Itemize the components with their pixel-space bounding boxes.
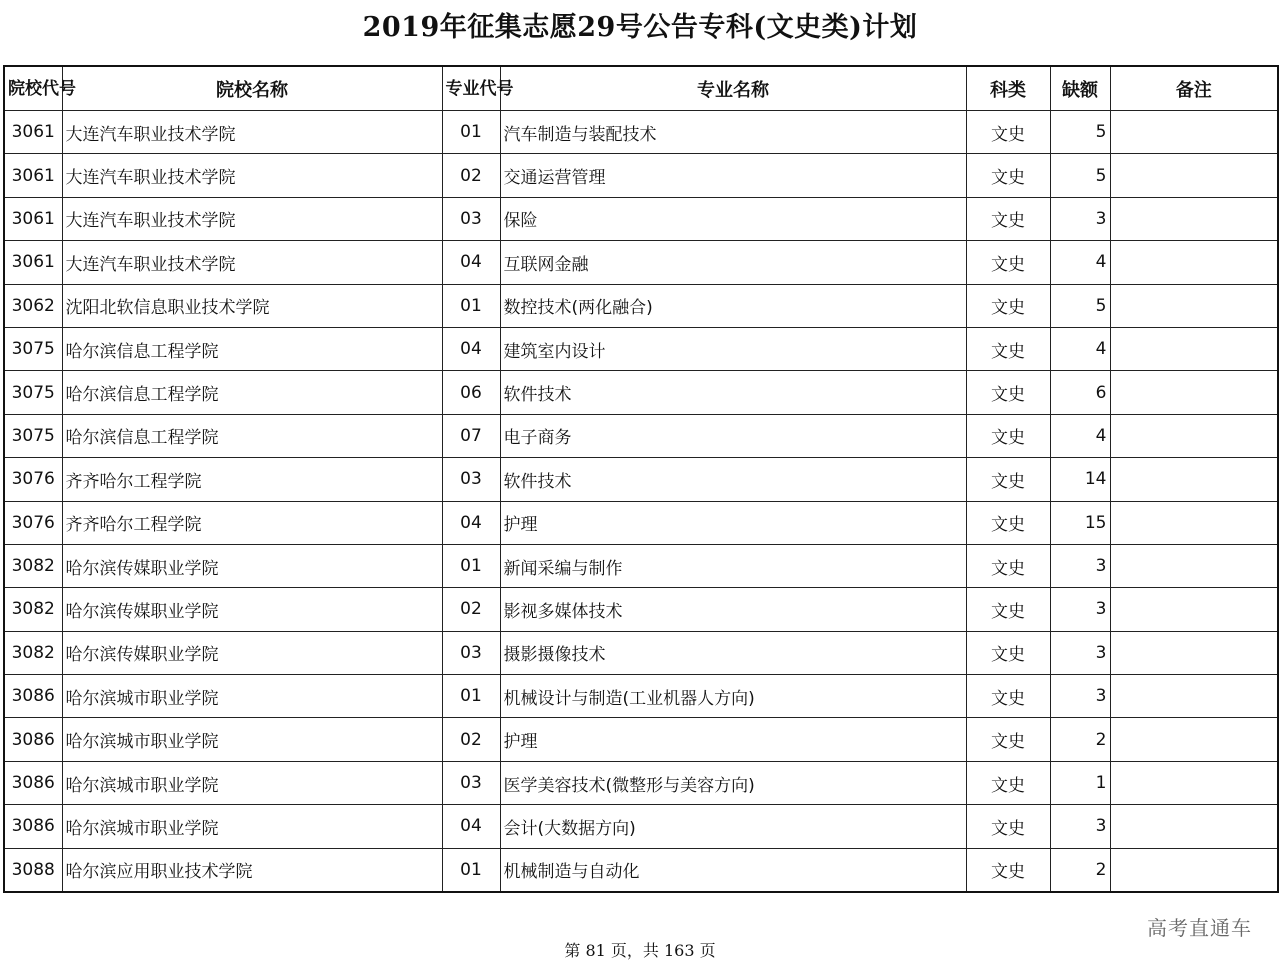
cell-category: 文史	[966, 588, 1050, 631]
plan-table	[3, 65, 1279, 893]
cell-school-name: 哈尔滨传媒职业学院	[62, 588, 442, 631]
cell-remark	[1110, 414, 1278, 457]
cell-major-name: 护理	[500, 501, 966, 544]
cell-school-name: 哈尔滨城市职业学院	[62, 718, 442, 761]
cell-category: 文史	[966, 241, 1050, 284]
cell-school-name: 哈尔滨信息工程学院	[62, 327, 442, 370]
cell-remark	[1110, 241, 1278, 284]
cell-major-name: 保险	[500, 197, 966, 240]
cell-category: 文史	[966, 458, 1050, 501]
cell-school-code: 3075	[4, 327, 62, 370]
cell-school-code: 3061	[4, 111, 62, 154]
cell-category: 文史	[966, 111, 1050, 154]
cell-vacancy: 6	[1050, 371, 1110, 414]
header-major-code: 专业代号	[442, 66, 500, 111]
cell-vacancy: 4	[1050, 327, 1110, 370]
cell-major-name: 机械制造与自动化	[500, 848, 966, 892]
table-row	[4, 327, 1278, 370]
cell-vacancy: 3	[1050, 544, 1110, 587]
table-row	[4, 501, 1278, 544]
cell-major-name: 数控技术(两化融合)	[500, 284, 966, 327]
table-row	[4, 544, 1278, 587]
table-row	[4, 284, 1278, 327]
table-body	[4, 111, 1278, 893]
cell-vacancy: 3	[1050, 675, 1110, 718]
cell-major-code: 02	[442, 718, 500, 761]
cell-school-name: 哈尔滨信息工程学院	[62, 414, 442, 457]
cell-school-code: 3082	[4, 544, 62, 587]
table-row	[4, 675, 1278, 718]
cell-category: 文史	[966, 371, 1050, 414]
cell-remark	[1110, 327, 1278, 370]
cell-major-code: 01	[442, 544, 500, 587]
cell-major-name: 汽车制造与装配技术	[500, 111, 966, 154]
cell-school-name: 哈尔滨传媒职业学院	[62, 631, 442, 674]
cell-category: 文史	[966, 154, 1050, 197]
cell-major-code: 02	[442, 154, 500, 197]
table-row	[4, 588, 1278, 631]
cell-major-code: 03	[442, 197, 500, 240]
cell-remark	[1110, 588, 1278, 631]
cell-major-code: 04	[442, 241, 500, 284]
cell-major-name: 护理	[500, 718, 966, 761]
cell-major-code: 03	[442, 458, 500, 501]
cell-vacancy: 14	[1050, 458, 1110, 501]
cell-category: 文史	[966, 631, 1050, 674]
cell-school-name: 大连汽车职业技术学院	[62, 241, 442, 284]
cell-category: 文史	[966, 761, 1050, 804]
cell-remark	[1110, 371, 1278, 414]
cell-category: 文史	[966, 544, 1050, 587]
cell-major-code: 06	[442, 371, 500, 414]
cell-major-name: 软件技术	[500, 371, 966, 414]
cell-remark	[1110, 631, 1278, 674]
cell-school-code: 3062	[4, 284, 62, 327]
table-row	[4, 414, 1278, 457]
cell-vacancy: 2	[1050, 718, 1110, 761]
cell-major-name: 摄影摄像技术	[500, 631, 966, 674]
cell-category: 文史	[966, 501, 1050, 544]
table-row	[4, 848, 1278, 892]
cell-school-code: 3086	[4, 675, 62, 718]
cell-school-name: 哈尔滨城市职业学院	[62, 761, 442, 804]
header-category: 科类	[966, 66, 1050, 111]
cell-remark	[1110, 501, 1278, 544]
cell-major-code: 03	[442, 631, 500, 674]
cell-school-name: 哈尔滨城市职业学院	[62, 805, 442, 848]
cell-school-code: 3075	[4, 414, 62, 457]
cell-school-name: 哈尔滨应用职业技术学院	[62, 848, 442, 892]
cell-category: 文史	[966, 675, 1050, 718]
page-footer: 第 81 页，共 163 页	[564, 941, 716, 960]
cell-remark	[1110, 154, 1278, 197]
table-row	[4, 631, 1278, 674]
cell-major-name: 会计(大数据方向)	[500, 805, 966, 848]
table-row	[4, 241, 1278, 284]
header-remark: 备注	[1110, 66, 1278, 111]
cell-school-name: 齐齐哈尔工程学院	[62, 501, 442, 544]
table-header	[4, 66, 1278, 111]
cell-major-name: 医学美容技术(微整形与美容方向)	[500, 761, 966, 804]
cell-school-code: 3061	[4, 241, 62, 284]
cell-vacancy: 4	[1050, 241, 1110, 284]
cell-category: 文史	[966, 197, 1050, 240]
header-vacancy: 缺额	[1050, 66, 1110, 111]
cell-school-code: 3082	[4, 631, 62, 674]
table-row	[4, 111, 1278, 154]
cell-school-code: 3088	[4, 848, 62, 892]
header-school-name: 院校名称	[62, 66, 442, 111]
header-school-code: 院校代号	[4, 66, 62, 111]
cell-major-code: 04	[442, 501, 500, 544]
cell-major-code: 02	[442, 588, 500, 631]
cell-major-code: 07	[442, 414, 500, 457]
cell-category: 文史	[966, 718, 1050, 761]
header-row	[4, 66, 1278, 111]
cell-major-code: 01	[442, 848, 500, 892]
cell-school-name: 大连汽车职业技术学院	[62, 111, 442, 154]
cell-remark	[1110, 675, 1278, 718]
cell-major-name: 影视多媒体技术	[500, 588, 966, 631]
cell-major-name: 电子商务	[500, 414, 966, 457]
cell-category: 文史	[966, 848, 1050, 892]
cell-school-name: 大连汽车职业技术学院	[62, 154, 442, 197]
cell-school-code: 3086	[4, 718, 62, 761]
cell-major-name: 软件技术	[500, 458, 966, 501]
cell-category: 文史	[966, 414, 1050, 457]
cell-school-name: 沈阳北软信息职业技术学院	[62, 284, 442, 327]
cell-school-code: 3086	[4, 805, 62, 848]
cell-major-name: 新闻采编与制作	[500, 544, 966, 587]
page-title: 2019年征集志愿29号公告专科(文史类)计划	[362, 12, 918, 43]
cell-remark	[1110, 718, 1278, 761]
header-major-name: 专业名称	[500, 66, 966, 111]
table-row	[4, 805, 1278, 848]
cell-remark	[1110, 544, 1278, 587]
cell-vacancy: 2	[1050, 848, 1110, 892]
table-row	[4, 718, 1278, 761]
cell-remark	[1110, 458, 1278, 501]
table-row	[4, 371, 1278, 414]
cell-major-code: 03	[442, 761, 500, 804]
cell-major-name: 建筑室内设计	[500, 327, 966, 370]
cell-major-code: 01	[442, 111, 500, 154]
cell-category: 文史	[966, 805, 1050, 848]
cell-school-code: 3086	[4, 761, 62, 804]
cell-major-code: 04	[442, 805, 500, 848]
cell-remark	[1110, 197, 1278, 240]
cell-major-code: 01	[442, 675, 500, 718]
table-row	[4, 197, 1278, 240]
cell-category: 文史	[966, 327, 1050, 370]
cell-remark	[1110, 805, 1278, 848]
cell-school-code: 3075	[4, 371, 62, 414]
cell-major-code: 04	[442, 327, 500, 370]
cell-vacancy: 15	[1050, 501, 1110, 544]
cell-school-name: 哈尔滨传媒职业学院	[62, 544, 442, 587]
table-row	[4, 154, 1278, 197]
cell-vacancy: 5	[1050, 111, 1110, 154]
cell-school-name: 大连汽车职业技术学院	[62, 197, 442, 240]
cell-vacancy: 5	[1050, 284, 1110, 327]
table-row	[4, 761, 1278, 804]
watermark: 高考直通车	[1147, 916, 1252, 940]
cell-vacancy: 4	[1050, 414, 1110, 457]
cell-remark	[1110, 848, 1278, 892]
cell-vacancy: 5	[1050, 154, 1110, 197]
cell-major-name: 互联网金融	[500, 241, 966, 284]
cell-vacancy: 3	[1050, 197, 1110, 240]
cell-vacancy: 1	[1050, 761, 1110, 804]
cell-remark	[1110, 111, 1278, 154]
cell-remark	[1110, 284, 1278, 327]
cell-major-name: 交通运营管理	[500, 154, 966, 197]
cell-vacancy: 3	[1050, 631, 1110, 674]
cell-category: 文史	[966, 284, 1050, 327]
table-row	[4, 458, 1278, 501]
cell-school-code: 3082	[4, 588, 62, 631]
cell-remark	[1110, 761, 1278, 804]
cell-school-name: 哈尔滨城市职业学院	[62, 675, 442, 718]
cell-school-code: 3076	[4, 501, 62, 544]
cell-major-code: 01	[442, 284, 500, 327]
cell-major-name: 机械设计与制造(工业机器人方向)	[500, 675, 966, 718]
cell-vacancy: 3	[1050, 588, 1110, 631]
cell-school-code: 3076	[4, 458, 62, 501]
cell-school-code: 3061	[4, 197, 62, 240]
cell-vacancy: 3	[1050, 805, 1110, 848]
cell-school-name: 哈尔滨信息工程学院	[62, 371, 442, 414]
cell-school-code: 3061	[4, 154, 62, 197]
cell-school-name: 齐齐哈尔工程学院	[62, 458, 442, 501]
